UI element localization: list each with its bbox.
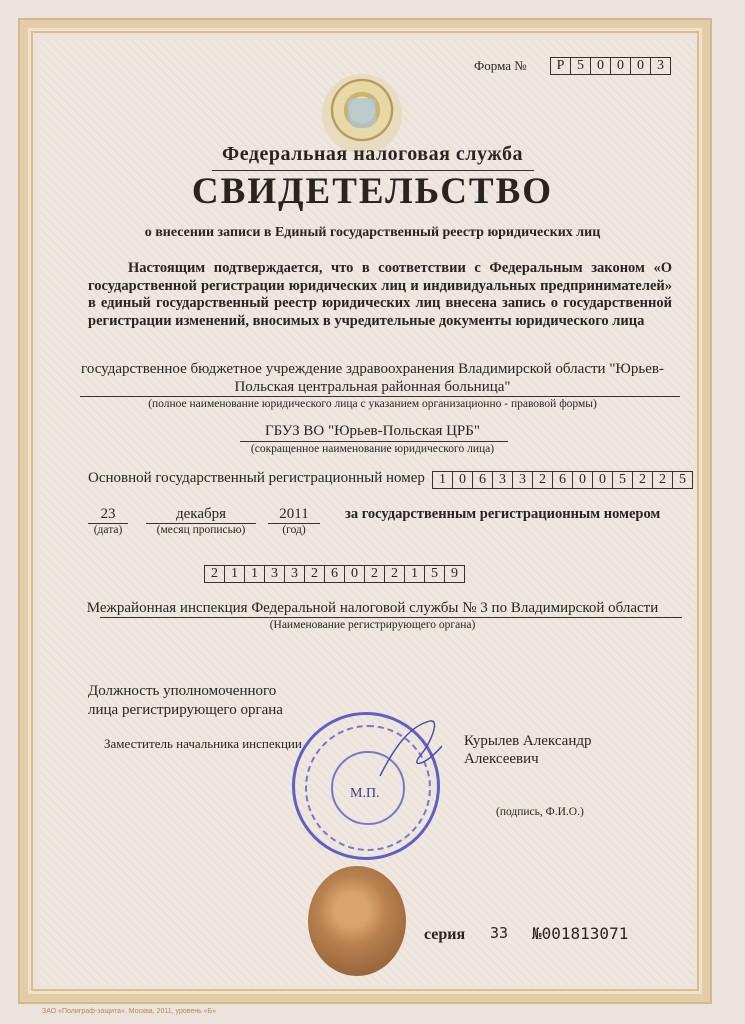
date-year-caption: (год) bbox=[282, 524, 306, 536]
grn-digit: 2 bbox=[204, 565, 225, 583]
official-role-line1: Должность уполномоченного bbox=[88, 683, 277, 699]
full-name-line bbox=[80, 396, 680, 397]
form-code bbox=[550, 57, 671, 75]
ogrn-digit: 0 bbox=[453, 471, 473, 489]
form-code-cell: 3 bbox=[651, 57, 671, 75]
ogrn-digit: 0 bbox=[593, 471, 613, 489]
date-day-caption: (дата) bbox=[93, 524, 123, 536]
series-label: серия bbox=[424, 926, 466, 943]
series-number: №001813071 bbox=[532, 924, 629, 943]
grn-digit: 1 bbox=[225, 565, 245, 583]
ogrn-digit: 3 bbox=[493, 471, 513, 489]
ogrn-number bbox=[432, 471, 693, 489]
grn-digit: 1 bbox=[245, 565, 265, 583]
ogrn-digit: 6 bbox=[553, 471, 573, 489]
form-code-cell: 0 bbox=[631, 57, 651, 75]
official-name-line2: Алексеевич bbox=[464, 751, 539, 767]
printer-imprint: ЗАО «Полиграф-защита». Москва, 2011, уровень «Б» bbox=[42, 1008, 217, 1015]
signature-icon bbox=[370, 716, 450, 786]
grn-digit: 0 bbox=[345, 565, 365, 583]
official-name bbox=[464, 732, 591, 768]
official-name-line1: Курылев Александр bbox=[464, 733, 592, 749]
short-name-caption: (сокращенное наименование юридического лица) bbox=[250, 443, 495, 455]
ogrn-digit: 6 bbox=[473, 471, 493, 489]
date-month: декабря bbox=[175, 506, 227, 522]
grn-digit: 2 bbox=[385, 565, 405, 583]
form-code-cell: 5 bbox=[571, 57, 591, 75]
authority-name: Межрайонная инспекция Федеральной налоговой службы № 3 по Владимирской области bbox=[86, 600, 659, 616]
stamp-mark: М.П. bbox=[350, 786, 380, 801]
grn-digit: 2 bbox=[365, 565, 385, 583]
date-day: 23 bbox=[100, 506, 116, 522]
grn-number bbox=[204, 565, 465, 583]
authority-caption: (Наименование регистрирующего органа) bbox=[269, 619, 476, 631]
grn-digit: 3 bbox=[285, 565, 305, 583]
issuer-name: Федеральная налоговая служба bbox=[222, 143, 523, 165]
grn-label: за государственным регистрационным номером bbox=[345, 506, 661, 522]
document-title: СВИДЕТЕЛЬСТВО bbox=[191, 171, 554, 212]
ogrn-digit: 2 bbox=[533, 471, 553, 489]
date-month-caption: (месяц прописью) bbox=[156, 524, 246, 536]
official-role-line2: лица регистрирующего органа bbox=[88, 702, 283, 718]
ogrn-digit: 1 bbox=[432, 471, 453, 489]
date-year: 2011 bbox=[279, 506, 309, 522]
ogrn-digit: 0 bbox=[573, 471, 593, 489]
entity-full-name: государственное бюджетное учреждение здравоохранения Владимирской области "Юрьев-Польская центральная районная больница" bbox=[81, 361, 664, 395]
ogrn-digit: 2 bbox=[633, 471, 653, 489]
ogrn-digit: 3 bbox=[513, 471, 533, 489]
series-region: 33 bbox=[490, 924, 509, 942]
hologram-emblem-icon bbox=[322, 74, 402, 154]
official-role-label bbox=[88, 682, 283, 720]
official-position: Заместитель начальника инспекции bbox=[104, 736, 302, 751]
short-name-line bbox=[240, 441, 508, 442]
grn-digit: 3 bbox=[265, 565, 285, 583]
grn-digit: 6 bbox=[325, 565, 345, 583]
statement-paragraph: Настоящим подтверждается, что в соответствии с Федеральным законом «О государственной регистрации юридических лиц и индивидуальных предпринимателей» в единый государственный реестр юридических лиц внесена запись о государственной регистрации изменений, вносимых в учредительные документы юридического лица bbox=[88, 260, 672, 329]
ogrn-digit: 5 bbox=[613, 471, 633, 489]
document-subtitle: о внесении записи в Единый государственный реестр юридических лиц bbox=[144, 225, 601, 240]
grn-digit: 9 bbox=[445, 565, 465, 583]
ogrn-label: Основной государственный регистрационный номер bbox=[88, 470, 425, 486]
authority-line bbox=[100, 617, 682, 618]
signature-caption: (подпись, Ф.И.О.) bbox=[496, 806, 584, 818]
form-label: Форма № bbox=[474, 58, 527, 73]
ogrn-digit: 2 bbox=[653, 471, 673, 489]
ogrn-digit: 5 bbox=[673, 471, 693, 489]
grn-digit: 1 bbox=[405, 565, 425, 583]
form-code-cell: 0 bbox=[611, 57, 631, 75]
entity-short-name: ГБУЗ ВО "Юрьев-Польская ЦРБ" bbox=[264, 423, 481, 439]
grn-digit: 5 bbox=[425, 565, 445, 583]
form-code-cell: Р bbox=[550, 57, 571, 75]
full-name-caption: (полное наименование юридического лица с указанием организационно - правовой формы) bbox=[148, 398, 597, 410]
embossed-seal-icon bbox=[308, 866, 406, 976]
form-code-cell: 0 bbox=[591, 57, 611, 75]
grn-digit: 2 bbox=[305, 565, 325, 583]
